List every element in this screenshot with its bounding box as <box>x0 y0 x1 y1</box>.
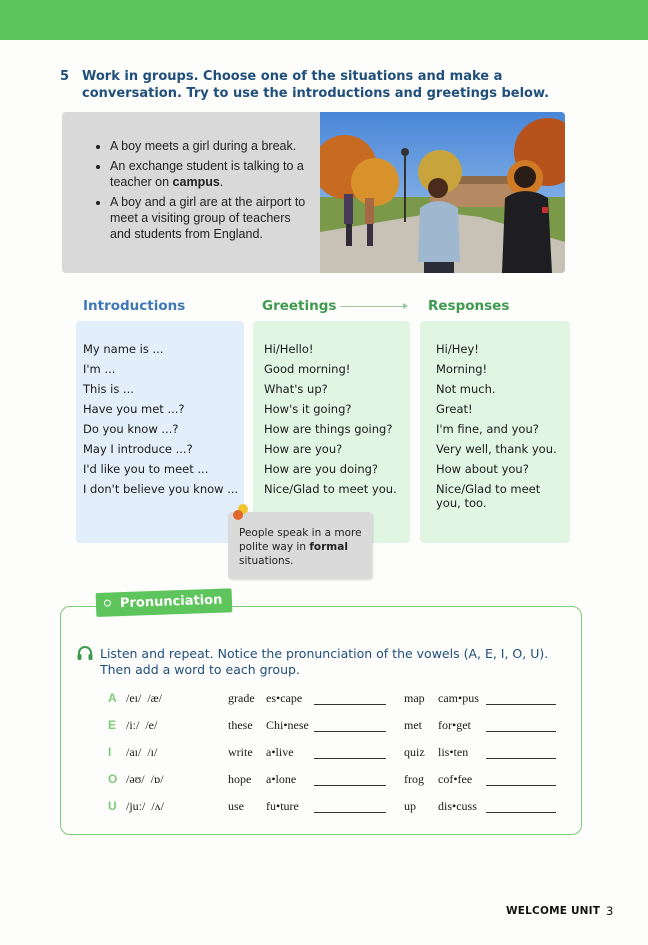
list-item: Do you know ...? <box>83 422 179 436</box>
answer-blank[interactable] <box>314 704 386 705</box>
answer-blank[interactable] <box>486 758 556 759</box>
introductions-list <box>83 339 238 499</box>
example-word: write <box>228 745 253 759</box>
list-item: I'd like you to meet ... <box>83 462 209 476</box>
responses-list <box>436 339 566 510</box>
vowel-letter: A <box>108 691 117 705</box>
vowel-sounds: /əʊ/ /ɒ/ <box>126 772 164 786</box>
unit-label: WELCOME UNIT <box>506 905 601 917</box>
vowel-sounds: /juː/ /ʌ/ <box>126 799 165 813</box>
example-word: quiz <box>404 745 425 759</box>
list-item: Great! <box>436 402 473 416</box>
answer-blank[interactable] <box>314 758 386 759</box>
list-item: How are things going? <box>264 422 393 436</box>
greetings-heading: Greetings <box>262 298 337 314</box>
greetings-list <box>264 339 397 499</box>
example-word: fu•ture <box>266 799 299 813</box>
vowel-letter: I <box>108 745 112 759</box>
situation-item: • A boy meets a girl during a break. <box>110 138 310 154</box>
vowel-sounds: /aɪ/ /ɪ/ <box>126 745 158 759</box>
introductions-heading: Introductions <box>83 298 186 314</box>
page-number: 3 <box>606 904 614 918</box>
list-item: May I introduce ...? <box>83 442 193 456</box>
arrow-icon <box>340 306 406 307</box>
list-item: My name is ... <box>83 342 164 356</box>
example-word: cam•pus <box>438 691 479 705</box>
list-item: Morning! <box>436 362 488 376</box>
task-instruction <box>60 68 590 102</box>
example-word: grade <box>228 691 255 705</box>
list-item: Very well, thank you. <box>436 442 557 456</box>
task-text: Work in groups. Choose one of the situations and make a conversation. Try to use the introductions and greetings below. <box>82 69 550 101</box>
vowel-sounds: /iː/ /e/ <box>126 718 158 732</box>
example-word: up <box>404 799 416 813</box>
situation-item: • A boy and a girl are at the airport to meet a visiting group of teachers and students from England. <box>110 194 310 242</box>
list-item: I don't believe you know ... <box>83 482 239 496</box>
list-item: Hi/Hey! <box>436 342 479 356</box>
list-item: Hi/Hello! <box>264 342 314 356</box>
situations-panel <box>62 112 320 273</box>
responses-heading: Responses <box>428 298 510 314</box>
situation-item: • An exchange student is talking to a teacher on campus. <box>110 158 310 190</box>
top-green-bar <box>0 0 648 40</box>
example-word: met <box>404 718 422 732</box>
list-item: How are you? <box>264 442 343 456</box>
list-item: What's up? <box>264 382 328 396</box>
situations-list <box>62 112 320 242</box>
answer-blank[interactable] <box>486 812 556 813</box>
example-word: frog <box>404 772 424 786</box>
example-word: hope <box>228 772 252 786</box>
headphones-icon <box>76 644 94 662</box>
vowel-sounds: /eɪ/ /æ/ <box>126 691 162 705</box>
answer-blank[interactable] <box>314 731 386 732</box>
campus-photo-illustration <box>320 112 565 273</box>
list-item: How are you doing? <box>264 462 379 476</box>
list-item: Good morning! <box>264 362 351 376</box>
example-word: for•get <box>438 718 471 732</box>
example-word: a•lone <box>266 772 297 786</box>
example-word: a•live <box>266 745 294 759</box>
vowel-letter: U <box>108 799 117 813</box>
formal-note <box>228 512 372 579</box>
circle-icon <box>104 599 111 606</box>
list-item: Nice/Glad to meet you, too. <box>436 482 541 510</box>
list-item: Nice/Glad to meet you. <box>264 482 397 496</box>
example-word: these <box>228 718 253 732</box>
answer-blank[interactable] <box>314 785 386 786</box>
task-number: 5 <box>60 69 70 84</box>
pronunciation-instruction: Listen and repeat. Notice the pronunciation of the vowels (A, E, I, O, U). Then add a word to each group. <box>100 646 549 677</box>
answer-blank[interactable] <box>486 731 556 732</box>
list-item: Have you met ...? <box>83 402 185 416</box>
list-item: I'm fine, and you? <box>436 422 539 436</box>
example-word: Chi•nese <box>266 718 309 732</box>
answer-blank[interactable] <box>486 704 556 705</box>
vowel-letter: E <box>108 718 117 732</box>
example-word: use <box>228 799 244 813</box>
answer-blank[interactable] <box>314 812 386 813</box>
note-text: People speak in a more polite way in formal situations. <box>239 527 362 567</box>
list-item: How's it going? <box>264 402 352 416</box>
example-word: cof•fee <box>438 772 473 786</box>
vowel-letter: O <box>108 772 118 786</box>
example-word: es•cape <box>266 691 303 705</box>
list-item: Not much. <box>436 382 496 396</box>
list-item: How about you? <box>436 462 529 476</box>
note-dots-icon <box>231 502 251 522</box>
example-word: dis•cuss <box>438 799 477 813</box>
list-item: I'm ... <box>83 362 116 376</box>
example-word: map <box>404 691 425 705</box>
list-item: This is ... <box>83 382 134 396</box>
pronunciation-tab: Pronunciation <box>96 588 233 617</box>
campus-photo <box>320 112 565 273</box>
example-word: lis•ten <box>438 745 469 759</box>
answer-blank[interactable] <box>486 785 556 786</box>
